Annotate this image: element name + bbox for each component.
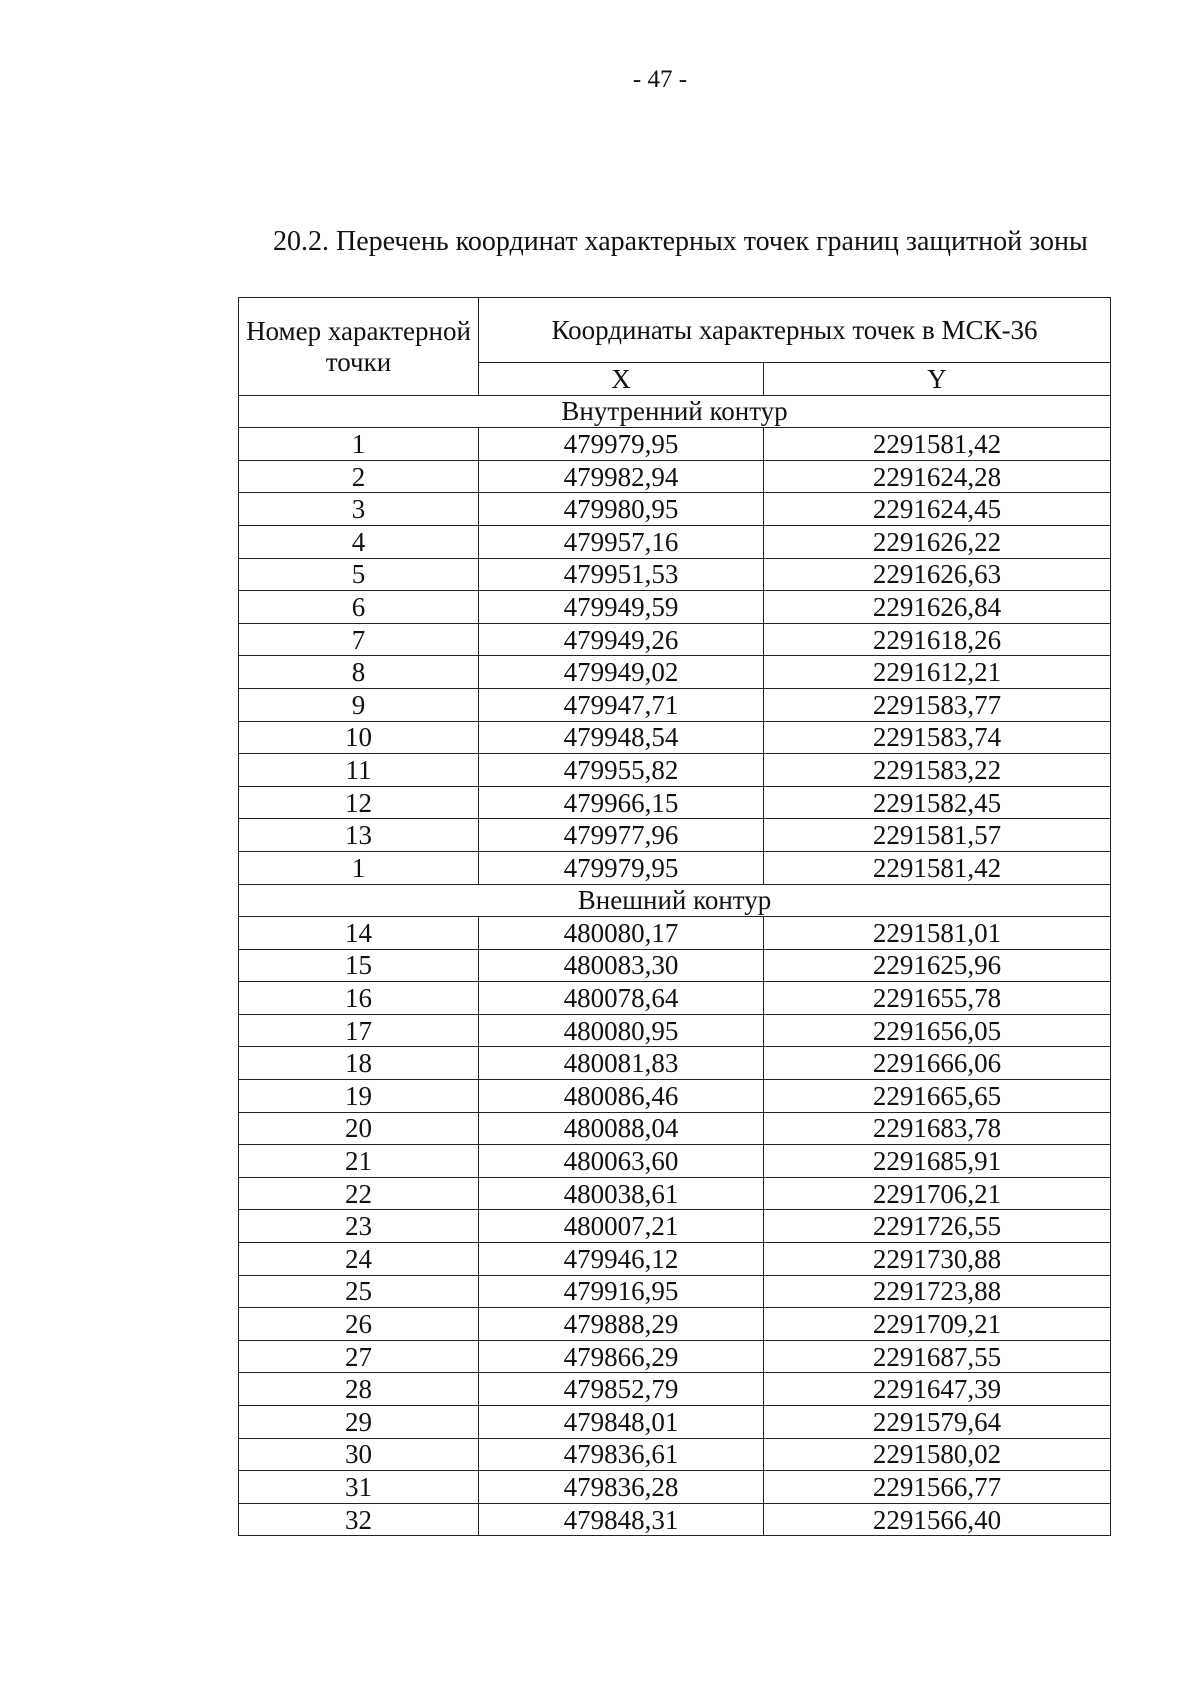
x-coordinate-cell: 480086,46 [479, 1080, 764, 1113]
x-coordinate-cell: 479888,29 [479, 1308, 764, 1341]
table-row [239, 558, 1111, 591]
x-coordinate-cell: 479955,82 [479, 754, 764, 787]
y-coordinate-cell: 2291706,21 [764, 1177, 1111, 1210]
point-number-cell: 2 [239, 460, 479, 493]
point-number-cell: 19 [239, 1080, 479, 1113]
y-coordinate-cell: 2291581,01 [764, 917, 1111, 950]
table-row [239, 721, 1111, 754]
table-row [239, 982, 1111, 1015]
y-coordinate-cell: 2291582,45 [764, 786, 1111, 819]
point-number-cell: 28 [239, 1373, 479, 1406]
y-coordinate-cell: 2291685,91 [764, 1145, 1111, 1178]
table-body [239, 395, 1111, 1536]
x-coordinate-cell: 479951,53 [479, 558, 764, 591]
table-row [239, 1014, 1111, 1047]
point-number-header: Номер характерной точки [239, 298, 479, 396]
table-row [239, 1112, 1111, 1145]
table-row [239, 1243, 1111, 1276]
point-number-cell: 32 [239, 1503, 479, 1536]
x-coordinate-cell: 480080,17 [479, 917, 764, 950]
y-coordinate-cell: 2291656,05 [764, 1014, 1111, 1047]
x-coordinate-cell: 480080,95 [479, 1014, 764, 1047]
x-coordinate-cell: 480063,60 [479, 1145, 764, 1178]
x-coordinate-cell: 480083,30 [479, 949, 764, 982]
point-number-cell: 6 [239, 591, 479, 624]
y-coordinate-cell: 2291581,42 [764, 428, 1111, 461]
table-row [239, 1177, 1111, 1210]
point-number-cell: 12 [239, 786, 479, 819]
table-row [239, 1406, 1111, 1439]
x-column-header: X [479, 363, 764, 396]
table-row [239, 1340, 1111, 1373]
x-coordinate-cell: 479947,71 [479, 688, 764, 721]
x-coordinate-cell: 480078,64 [479, 982, 764, 1015]
table-row [239, 851, 1111, 884]
x-coordinate-cell: 479977,96 [479, 819, 764, 852]
coordinates-table [238, 297, 1111, 1536]
point-number-cell: 8 [239, 656, 479, 689]
x-coordinate-cell: 479949,59 [479, 591, 764, 624]
table-row [239, 1471, 1111, 1504]
x-coordinate-cell: 480088,04 [479, 1112, 764, 1145]
x-coordinate-cell: 479946,12 [479, 1243, 764, 1276]
section-heading: Внутренний контур [239, 395, 1111, 428]
x-coordinate-cell: 479949,02 [479, 656, 764, 689]
table-row [239, 754, 1111, 787]
point-number-cell: 16 [239, 982, 479, 1015]
y-coordinate-cell: 2291626,63 [764, 558, 1111, 591]
point-number-cell: 5 [239, 558, 479, 591]
point-number-cell: 29 [239, 1406, 479, 1439]
point-number-cell: 23 [239, 1210, 479, 1243]
point-number-cell: 26 [239, 1308, 479, 1341]
table-row [239, 1373, 1111, 1406]
y-coordinate-cell: 2291612,21 [764, 656, 1111, 689]
table-header [239, 298, 1111, 396]
x-coordinate-cell: 479852,79 [479, 1373, 764, 1406]
table-row [239, 591, 1111, 624]
coordinates-group-header: Координаты характерных точек в МСК-36 [479, 298, 1111, 363]
y-coordinate-cell: 2291730,88 [764, 1243, 1111, 1276]
y-coordinate-cell: 2291665,65 [764, 1080, 1111, 1113]
table-row [239, 1503, 1111, 1536]
x-coordinate-cell: 479966,15 [479, 786, 764, 819]
point-number-cell: 27 [239, 1340, 479, 1373]
point-number-cell: 18 [239, 1047, 479, 1080]
point-number-cell: 22 [239, 1177, 479, 1210]
point-number-cell: 11 [239, 754, 479, 787]
page-number: - 47 - [632, 66, 688, 93]
table-row [239, 525, 1111, 558]
y-coordinate-cell: 2291581,57 [764, 819, 1111, 852]
y-coordinate-cell: 2291626,84 [764, 591, 1111, 624]
table-row [239, 1047, 1111, 1080]
point-number-cell: 31 [239, 1471, 479, 1504]
point-number-cell: 9 [239, 688, 479, 721]
y-coordinate-cell: 2291723,88 [764, 1275, 1111, 1308]
table-row [239, 623, 1111, 656]
x-coordinate-cell: 479916,95 [479, 1275, 764, 1308]
table-row [239, 688, 1111, 721]
point-number-cell: 24 [239, 1243, 479, 1276]
point-number-cell: 13 [239, 819, 479, 852]
section-row [239, 395, 1111, 428]
section-heading: Внешний контур [239, 884, 1111, 917]
x-coordinate-cell: 479980,95 [479, 493, 764, 526]
y-coordinate-cell: 2291624,45 [764, 493, 1111, 526]
x-coordinate-cell: 479957,16 [479, 525, 764, 558]
x-coordinate-cell: 479848,01 [479, 1406, 764, 1439]
point-number-cell: 21 [239, 1145, 479, 1178]
x-coordinate-cell: 479948,54 [479, 721, 764, 754]
table-row [239, 493, 1111, 526]
y-coordinate-cell: 2291566,77 [764, 1471, 1111, 1504]
y-coordinate-cell: 2291726,55 [764, 1210, 1111, 1243]
y-coordinate-cell: 2291647,39 [764, 1373, 1111, 1406]
table-row [239, 1438, 1111, 1471]
point-number-cell: 15 [239, 949, 479, 982]
point-number-cell: 1 [239, 851, 479, 884]
y-coordinate-cell: 2291655,78 [764, 982, 1111, 1015]
x-coordinate-cell: 479866,29 [479, 1340, 764, 1373]
y-coordinate-cell: 2291625,96 [764, 949, 1111, 982]
y-coordinate-cell: 2291579,64 [764, 1406, 1111, 1439]
y-coordinate-cell: 2291618,26 [764, 623, 1111, 656]
table-row [239, 1080, 1111, 1113]
y-coordinate-cell: 2291566,40 [764, 1503, 1111, 1536]
y-column-header: Y [764, 363, 1111, 396]
point-number-cell: 4 [239, 525, 479, 558]
section-row [239, 884, 1111, 917]
table-row [239, 1145, 1111, 1178]
x-coordinate-cell: 479836,61 [479, 1438, 764, 1471]
table-row [239, 460, 1111, 493]
y-coordinate-cell: 2291583,77 [764, 688, 1111, 721]
table-row [239, 428, 1111, 461]
x-coordinate-cell: 479979,95 [479, 851, 764, 884]
table-row [239, 656, 1111, 689]
y-coordinate-cell: 2291580,02 [764, 1438, 1111, 1471]
x-coordinate-cell: 480081,83 [479, 1047, 764, 1080]
y-coordinate-cell: 2291687,55 [764, 1340, 1111, 1373]
x-coordinate-cell: 479982,94 [479, 460, 764, 493]
table-row [239, 1210, 1111, 1243]
y-coordinate-cell: 2291583,74 [764, 721, 1111, 754]
y-coordinate-cell: 2291626,22 [764, 525, 1111, 558]
table-row [239, 949, 1111, 982]
table-row [239, 917, 1111, 950]
y-coordinate-cell: 2291581,42 [764, 851, 1111, 884]
section-title: 20.2. Перечень координат характерных точек границ защитной зоны [273, 226, 1088, 257]
point-number-cell: 7 [239, 623, 479, 656]
point-number-cell: 14 [239, 917, 479, 950]
y-coordinate-cell: 2291624,28 [764, 460, 1111, 493]
table-row [239, 786, 1111, 819]
table-row [239, 1308, 1111, 1341]
point-number-cell: 30 [239, 1438, 479, 1471]
y-coordinate-cell: 2291666,06 [764, 1047, 1111, 1080]
y-coordinate-cell: 2291583,22 [764, 754, 1111, 787]
point-number-cell: 1 [239, 428, 479, 461]
point-number-cell: 3 [239, 493, 479, 526]
x-coordinate-cell: 479836,28 [479, 1471, 764, 1504]
y-coordinate-cell: 2291709,21 [764, 1308, 1111, 1341]
x-coordinate-cell: 480007,21 [479, 1210, 764, 1243]
x-coordinate-cell: 479848,31 [479, 1503, 764, 1536]
table-row [239, 819, 1111, 852]
point-number-cell: 20 [239, 1112, 479, 1145]
x-coordinate-cell: 479949,26 [479, 623, 764, 656]
x-coordinate-cell: 480038,61 [479, 1177, 764, 1210]
table-row [239, 1275, 1111, 1308]
point-number-cell: 10 [239, 721, 479, 754]
point-number-cell: 17 [239, 1014, 479, 1047]
point-number-cell: 25 [239, 1275, 479, 1308]
x-coordinate-cell: 479979,95 [479, 428, 764, 461]
y-coordinate-cell: 2291683,78 [764, 1112, 1111, 1145]
